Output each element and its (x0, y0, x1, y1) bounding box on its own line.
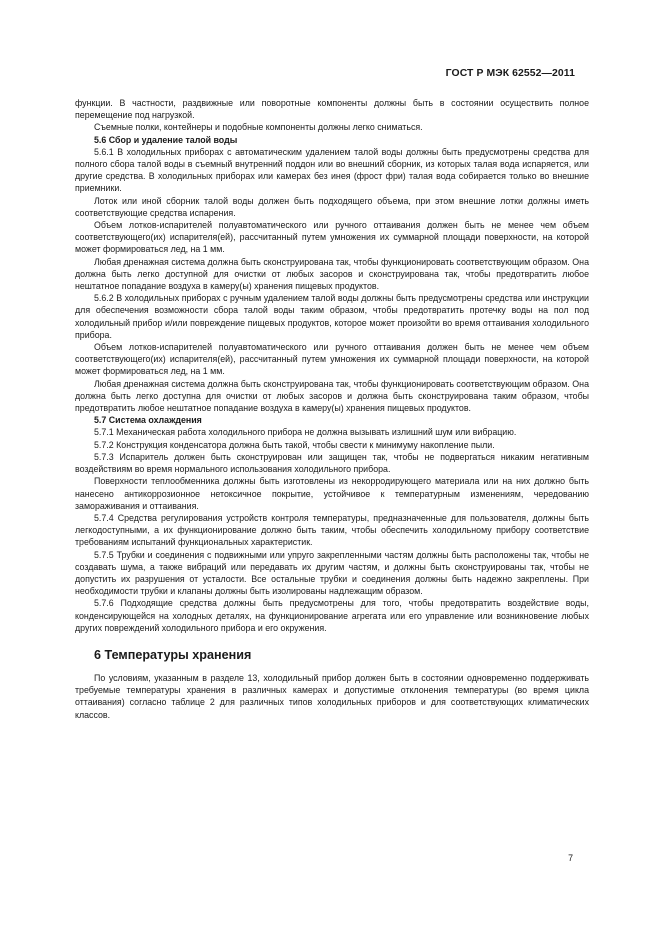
subsection-heading: 5.6 Сбор и удаление талой воды (94, 134, 238, 145)
paragraph: Любая дренажная система должна быть сконструирована так, чтобы функционировать соответствующим образом. Она должна быть легко доступна для очистки от любых засоров и должна быть сконструирована таким образом, чтобы предотвратить любое нештатное попадание воздуха в камеру(ы) хранения пищевых продуктов. (75, 378, 589, 414)
paragraph: 5.7.5 Трубки и соединения с подвижными или упруго закрепленными частям должны быть расположены так, чтобы не создавать шума, а также вибраций или передавать их другим частям, и должны быть сконструированы так, чтобы не допустить их разрушения от усталости. Все остальные трубки и соединения должны быть надежно закреплены. При необходимости трубки и клапаны должны быть изолированы надлежащим образом. (75, 549, 589, 597)
document-body (75, 97, 589, 721)
paragraph: Лоток или иной сборник талой воды должен быть подходящего объема, при этом внешние лотки должны иметь соответствующие средства испарения. (75, 195, 589, 218)
document-header: ГОСТ Р МЭК 62552—2011 (445, 68, 575, 79)
paragraph: 5.6.2 В холодильных приборах с ручным удалением талой воды должны быть предусмотрены средства или инструкции для обеспечения возможности сбора талой воды таким образом, чтобы предотвратить протечку воды на пол под холодильный прибор и/или повреждение пищевых продуктов, которое может произойти во время оттаивания холодильного прибора. (75, 293, 589, 340)
paragraph: 5.7.2 Конструкция конденсатора должна быть такой, чтобы свести к минимуму накопление пыли. (94, 439, 495, 450)
paragraph: функции. В частности, раздвижные или поворотные компоненты должны быть в состоянии осуществить полное перемещение под нагрузкой. (75, 98, 589, 121)
paragraph: Поверхности теплообменника должны быть изготовлены из некорродирующего материала или на них должно быть нанесено антикоррозионное нетоксичное покрытие, устойчивое к температурным изменениям, чередованию замораживания и оттаивания. (75, 476, 589, 511)
paragraph: 5.7.3 Испаритель должен быть сконструирован или защищен так, чтобы не подвергаться никаким негативным воздействиям во время нормального использования холодильного прибора. (75, 451, 589, 475)
paragraph: Любая дренажная система должна быть сконструирована так, чтобы функционировать соответствующим образом. Она должна быть легко доступной для очистки от любых засоров и сконструирована так, чтобы предотвратить любое нештатное попадание воздуха в камеру(ы) хранения пищевых продуктов. (75, 256, 589, 292)
paragraph: 5.7.1 Механическая работа холодильного прибора не должна вызывать излишний шум или вибрацию. (94, 427, 517, 438)
paragraph: 5.7.6 Подходящие средства должны быть предусмотрены для того, чтобы предотвратить воздействие воды, конденсирующейся на холодных деталях, на функционирование агрегата или его управление или возникновение любых других повреждений холодильного прибора и его окружения. (75, 598, 589, 633)
paragraph: Съемные полки, контейнеры и подобные компоненты должны легко сниматься. (94, 122, 423, 133)
paragraph: Объем лотков-испарителей полуавтоматического или ручного оттаивания должен быть не менее чем объем соответствующего(их) испарителя(ей), рассчитанный путем умножения их суммарной площади поверхности, на которой может формироваться лед, на 1 мм. (75, 342, 589, 377)
page-number: 7 (568, 853, 573, 863)
section-heading: 6 Температуры хранения (94, 647, 252, 662)
subsection-heading: 5.7 Система охлаждения (94, 415, 202, 426)
paragraph: Объем лотков-испарителей полуавтоматического или ручного оттаивания должен быть не менее чем объем соответствующего(их) испарителя(ей), рассчитанный путем умножения их суммарной площади поверхности, на которой может формироваться лед, на 1 мм. (75, 220, 589, 255)
paragraph: По условиям, указанным в разделе 13, холодильный прибор должен быть в состоянии одновременно поддерживать требуемые температуры хранения в различных камерах и допустимые отклонения температуры (во время цикла оттаивания) согласно таблице 2 для различных типов холодильных приборов и для соответствующих климатических классов. (75, 672, 589, 720)
paragraph: 5.7.4 Средства регулирования устройств контроля температуры, предназначенные для пользователя, должны быть легкодоступными, а их функционирование должно быть таким, чтобы обеспечить холодильному прибору соответствие требованиям испытаний функциональных характеристик. (75, 512, 589, 548)
paragraph: 5.6.1 В холодильных приборах с автоматическим удалением талой воды должны быть предусмотрены средства для полного сбора талой воды в съемный внутренний поддон или во внешний сборник, из которых талая вода испаряется, или другие средства. В холодильных приборах или камерах без инея (фрост фри) талая вода собирается только во внешние приемники. (75, 146, 589, 194)
